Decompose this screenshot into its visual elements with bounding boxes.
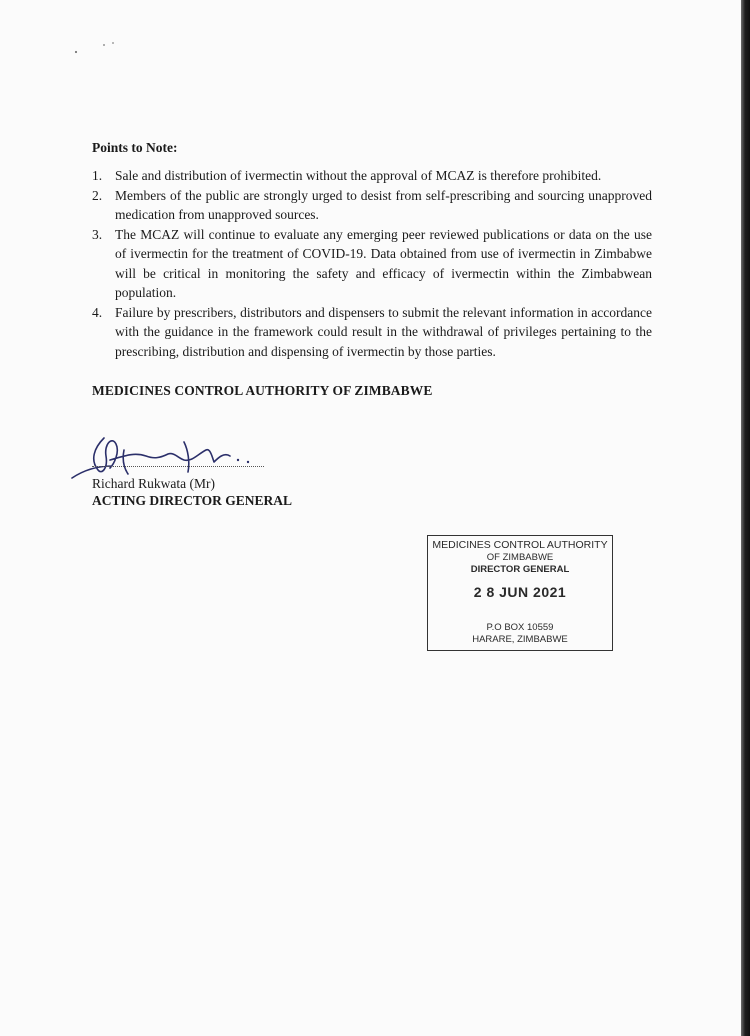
stamp-date: 2 8 JUN 2021 xyxy=(473,584,567,600)
list-item xyxy=(92,303,652,362)
points-list xyxy=(92,166,652,361)
point-text: Failure by prescribers, distributors and dispensers to submit the relevant information in accordance with the guidance in the framework could result in the withdrawal of privileges pertaining to the prescribing, distribution and dispensing of ivermectin by those parties. xyxy=(115,304,652,359)
stamp-line: MEDICINES CONTROL AUTHORITY xyxy=(432,539,608,551)
point-text: The MCAZ will continue to evaluate any emerging peer reviewed publications or data on the use of ivermectin for the treatment of COVID-19. Data obtained from use of ivermectin in Zimbabwe will be critical in monitoring the safety and efficacy of ivermectin within the Zimbabwean population. xyxy=(115,226,652,300)
scan-edge-shadow xyxy=(741,0,750,1036)
point-text: Members of the public are strongly urged to desist from self-prescribing and sourcing unapproved medication from unapproved sources. xyxy=(115,187,652,222)
stamp-line: DIRECTOR GENERAL xyxy=(470,564,570,575)
list-item xyxy=(92,225,652,303)
signature-line xyxy=(92,466,264,467)
signatory-name: Richard Rukwata (Mr) xyxy=(92,476,215,491)
official-stamp xyxy=(427,535,613,651)
signatory-title: ACTING DIRECTOR GENERAL xyxy=(92,493,293,508)
points-heading: Points to Note: xyxy=(92,140,178,155)
stamp-line: P.O BOX 10559 xyxy=(486,622,554,633)
list-item xyxy=(92,166,652,186)
point-number: 4. xyxy=(92,304,103,320)
stamp-line: OF ZIMBABWE xyxy=(486,552,554,563)
stamp-line: HARARE, ZIMBABWE xyxy=(472,634,568,645)
point-text: Sale and distribution of ivermectin without the approval of MCAZ is therefore prohibited. xyxy=(115,168,602,183)
organization-name: MEDICINES CONTROL AUTHORITY OF ZIMBABWE xyxy=(92,383,433,398)
point-number: 2. xyxy=(92,187,103,203)
point-number: 1. xyxy=(92,168,103,183)
scan-specks xyxy=(72,40,132,56)
point-number: 3. xyxy=(92,226,103,242)
list-item xyxy=(92,186,652,225)
